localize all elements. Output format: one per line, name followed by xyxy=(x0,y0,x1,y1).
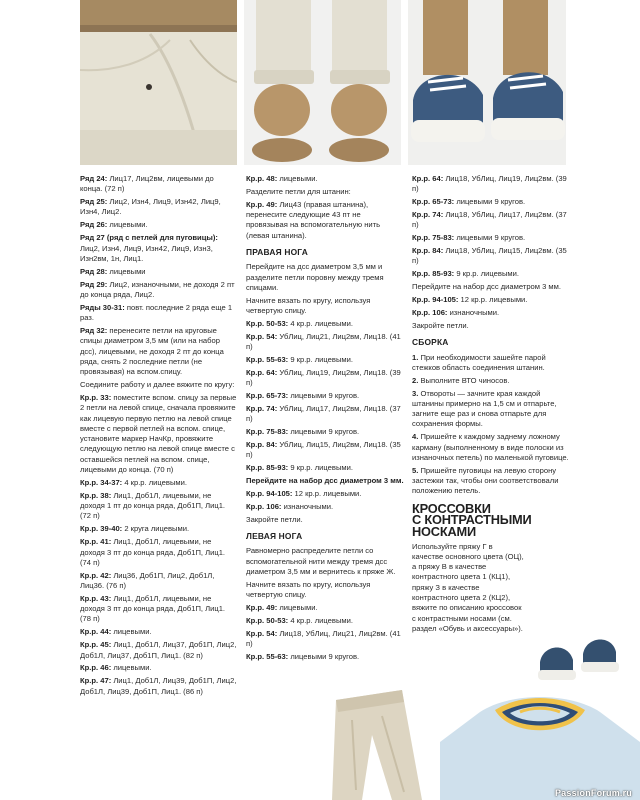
instruction-label: Ряд 24: xyxy=(80,174,108,183)
instruction-label: Кр.р. 50-53: xyxy=(246,318,289,328)
instruction-paragraph xyxy=(80,524,238,534)
instruction-paragraph xyxy=(246,355,404,365)
instruction-label: Ряд 28: xyxy=(80,266,108,276)
instruction-text: УбЛиц, Лиц15, Лиц2вм, Лиц18. (35 п) xyxy=(246,440,401,460)
instruction-text: лицевыми. xyxy=(107,220,148,230)
instruction-text: Лиц1, Доб1Л, лицевыми, не доходя 1 пт до конца ряда, Доб1П, Лиц1. (72 п) xyxy=(80,490,226,521)
instruction-label: Кр.р. 85-93: xyxy=(412,269,455,279)
instruction-text: Закройте петли. xyxy=(246,514,303,524)
instruction-text: Лиц2, Изн4, Лиц9, Изн42, Лиц9, Изн4, Лиц2. xyxy=(80,197,221,217)
instruction-paragraph xyxy=(246,476,404,486)
instruction-text: Перейдите на набор дсс диаметром 3 мм. xyxy=(412,282,561,292)
instruction-text: перенесите петли на круговые спицы диаметром 3,5 мм (или на набор дсс), лицевыми, не доходя 2 пт до конца ряда, снять 2 последние петли (не провязывая) на вспом.спицу. xyxy=(80,326,224,377)
instruction-label: Кр.р. 50-53: xyxy=(246,615,289,625)
instruction-label: Кр.р. 55-63: xyxy=(246,652,289,662)
instruction-label: Кр.р. 38: xyxy=(80,490,112,500)
instruction-paragraph xyxy=(246,463,404,473)
instruction-label: Кр.р. 39-40: xyxy=(80,524,123,534)
instruction-text: Лиц17, Лиц2вм, лицевыми до конца. (72 п) xyxy=(80,174,214,194)
instruction-label: 4. xyxy=(412,432,419,442)
instruction-paragraph xyxy=(80,326,238,377)
instruction-paragraph xyxy=(412,282,570,292)
instruction-paragraph xyxy=(412,246,570,267)
instruction-text: 2 круга лицевыми. xyxy=(122,524,190,534)
instruction-label: Кр.р. 46: xyxy=(80,663,112,673)
sneakers-title xyxy=(412,500,570,539)
instruction-paragraph xyxy=(246,200,404,241)
instruction-label: 5. xyxy=(412,465,419,475)
instruction-text: Лиц2, изнаночными, не доходя 2 пт до конца ряда, Лиц2. xyxy=(80,279,235,299)
instruction-label: Кр.р. 47: xyxy=(80,676,112,686)
right-leg-heading: ПРАВАЯ НОГА xyxy=(246,246,308,257)
instruction-label: Кр.р. 106: xyxy=(246,501,282,511)
instruction-label: Кр.р. 34-37: xyxy=(80,477,123,487)
instruction-paragraph xyxy=(80,627,238,637)
instruction-paragraph xyxy=(246,489,404,499)
instruction-label: Кр.р. 74: xyxy=(246,403,278,413)
instruction-text: Лиц1, Доб1Л, лицевыми, не доходя 3 пт до конца ряда, Доб1П, Лиц1. (74 п) xyxy=(80,537,226,567)
instruction-text: Лиц18, УбЛиц, Лиц17, Лиц2вм. (37 п) xyxy=(412,210,567,230)
sneakers-title-line: С КОНТРАСТНЫМИ xyxy=(412,512,532,528)
instruction-paragraph xyxy=(246,296,404,317)
photo-knitted-sweater xyxy=(440,682,640,800)
instruction-text: Пришейте к каждому заднему ложному карману (выполненному в виде полоски из изнаночных петель) по маленькой пуговице. xyxy=(412,432,569,462)
instruction-paragraph xyxy=(412,353,570,374)
instruction-label: Кр.р. 55-63: xyxy=(246,355,289,365)
instruction-paragraph xyxy=(80,303,238,324)
instruction-label: Кр.р. 44: xyxy=(80,627,112,637)
instruction-label: Кр.р. 48: xyxy=(246,174,278,183)
instruction-label: Кр.р. 75-83: xyxy=(412,233,455,243)
photo-sneakers xyxy=(408,0,566,165)
column-2 xyxy=(246,174,404,665)
column-2-intro xyxy=(246,174,404,241)
instruction-paragraph xyxy=(246,319,404,329)
sneakers-title-line: НОСКАМИ xyxy=(412,523,476,539)
instruction-paragraph xyxy=(246,427,404,437)
instruction-label: Кр.р. 64: xyxy=(412,174,444,183)
instruction-paragraph xyxy=(246,187,404,197)
left-leg-section xyxy=(246,546,404,662)
instruction-text: Отвороты — зачните края каждой штанины примерно на 1,5 см и отпарьте, загните еще раз и снова отпарьте для сохранения формы. xyxy=(412,388,557,429)
left-leg-heading: ЛЕВАЯ НОГА xyxy=(246,531,303,542)
instruction-paragraph xyxy=(80,280,238,301)
instruction-paragraph xyxy=(412,308,570,318)
instruction-text: 4 кр.р. лицевыми. xyxy=(288,615,353,625)
instruction-paragraph xyxy=(80,676,238,697)
instruction-text: Лиц18, УбЛиц, Лиц19, Лиц2вм. (39 п) xyxy=(412,174,567,194)
instruction-text: изнаночными. xyxy=(447,308,500,318)
sneakers-title-line: КРОССОВКИ xyxy=(412,500,491,516)
instruction-paragraph xyxy=(246,368,404,389)
instruction-paragraph xyxy=(412,376,570,386)
instruction-text: Равномерно распределите петли со вспомогательной нити между тремя дсс диаметром 3,5 мм и вернитесь к пряже Ж. xyxy=(246,546,396,576)
instruction-text: Лиц36, Доб1П, Лиц2, Доб1Л, Лиц36. (76 п) xyxy=(80,570,215,590)
instruction-paragraph xyxy=(80,393,238,475)
instruction-label: Кр.р. 84: xyxy=(246,440,278,450)
instruction-label: Кр.р. 65-73: xyxy=(412,197,455,207)
instruction-label: Ряд 25: xyxy=(80,197,108,207)
instruction-text: УбЛиц, Лиц21, Лиц2вм, Лиц18. (41 п) xyxy=(246,331,401,352)
instruction-paragraph xyxy=(80,267,238,277)
instruction-text: лицевыми. xyxy=(111,627,152,637)
instruction-paragraph xyxy=(412,321,570,331)
instruction-label: Кр.р. 84: xyxy=(412,246,444,256)
instruction-text: Начните вязать по кругу, используя четвертую спицу. xyxy=(246,579,371,600)
instruction-paragraph xyxy=(246,262,404,293)
instruction-paragraph xyxy=(246,404,404,425)
instruction-label: Кр.р. 94-105: xyxy=(412,295,459,305)
instruction-label: Кр.р. 33: xyxy=(80,392,112,402)
instruction-text: 4 кр.р. лицевыми. xyxy=(122,477,187,487)
instruction-text: изнаночными. xyxy=(281,501,334,511)
instruction-paragraph xyxy=(80,478,238,488)
instruction-text: Лиц18, УбЛиц, Лиц21, Лиц2вм. (41 п) xyxy=(246,628,401,649)
instruction-paragraph xyxy=(246,502,404,512)
column-3-rows xyxy=(412,174,570,331)
instruction-paragraph xyxy=(246,629,404,650)
instruction-label: Кр.р. 49: xyxy=(246,603,278,613)
instruction-paragraph xyxy=(246,515,404,525)
instruction-label: 2. xyxy=(412,375,419,385)
instruction-paragraph xyxy=(412,197,570,207)
instruction-text: УбЛиц, Лиц17, Лиц2вм, Лиц18. (37 п) xyxy=(246,403,401,424)
instruction-paragraph xyxy=(80,233,238,264)
sneakers-text: Используйте пряжу Г в качестве основного цвета (ОЦ), а пряжу В в качестве контрастного цвета 1 (КЦ1), пряжу З в качестве контрастного цвета 2 (КЦ2), вяжите по описанию кроссовок с контрастными носами (см. раздел «Обувь и аксессуары»). xyxy=(412,541,524,633)
instruction-label: Кр.р. 49: xyxy=(246,199,278,209)
instruction-text: лицевыми xyxy=(107,266,146,276)
instruction-paragraph xyxy=(80,594,238,625)
instruction-text: лицевыми. xyxy=(277,174,318,183)
instruction-text: 9 кр.р. лицевыми. xyxy=(288,463,353,473)
instruction-label: Ряд 26: xyxy=(80,220,108,230)
instruction-text: УбЛиц, Лиц19, Лиц2вм, Лиц18. (39 п) xyxy=(246,367,401,388)
instruction-paragraph xyxy=(246,652,404,662)
instruction-label: 3. xyxy=(412,388,419,398)
instruction-label: Кр.р. 85-93: xyxy=(246,463,289,473)
instruction-label: Кр.р. 54: xyxy=(246,628,278,638)
instruction-paragraph xyxy=(80,174,238,195)
instruction-text: Лиц1, Доб1Л, Лиц39, Доб1П, Лиц2, Доб1Л, Лиц39, Доб1П, Лиц1. (86 п) xyxy=(80,676,237,696)
instruction-label: Кр.р. 94-105: xyxy=(246,489,293,499)
column-3 xyxy=(412,174,570,637)
instruction-text: повт. последние 2 ряда еще 1 раз. xyxy=(80,302,233,323)
instruction-paragraph xyxy=(80,491,238,522)
instruction-text: Разделите петли для штанин: xyxy=(246,186,351,196)
instruction-paragraph xyxy=(412,210,570,231)
instruction-paragraph xyxy=(246,174,404,184)
instruction-label: Кр.р. 45: xyxy=(80,640,112,650)
instruction-label: Ряд 27 (ряд с петлей для пуговицы): xyxy=(80,233,218,243)
instruction-paragraph xyxy=(412,466,570,497)
instruction-paragraph xyxy=(80,197,238,218)
instruction-label: Кр.р. 41: xyxy=(80,537,112,547)
instruction-paragraph xyxy=(80,663,238,673)
instruction-text: лицевыми. xyxy=(277,603,318,613)
instruction-text: 9 кр.р. лицевыми. xyxy=(454,269,519,279)
instruction-text: Перейдите на дсс диаметром 3,5 мм и разделите петли поровну между тремя спицами. xyxy=(246,262,384,292)
instruction-text: Соедините работу и далее вяжите по кругу: xyxy=(80,380,235,390)
instruction-text: лицевыми 9 кругов. xyxy=(288,652,360,662)
instruction-paragraph xyxy=(80,380,238,390)
instruction-label: Ряды 30-31: xyxy=(80,302,125,312)
instruction-label: 1. xyxy=(412,352,419,362)
instruction-text: Начните вязать по кругу, используя четвертую спицу. xyxy=(246,295,371,316)
instruction-paragraph xyxy=(412,233,570,243)
instruction-text: лицевыми. xyxy=(111,663,152,673)
instruction-text: Лиц1, Доб1Л, Лиц37, Доб1П, Лиц2, Доб1Л, Лиц37, Доб1П, Лиц1. (82 п) xyxy=(80,640,237,660)
instruction-paragraph xyxy=(246,332,404,353)
instruction-text: лицевыми 9 кругов. xyxy=(454,233,526,243)
instruction-paragraph xyxy=(246,603,404,613)
instruction-text: лицевыми 9 кругов. xyxy=(288,427,360,437)
instruction-text: Лиц2, Изн4, Лиц9, Изн42, Лиц9, Изн3, Изн2вм, 1н, Лиц1. xyxy=(80,243,213,263)
instruction-paragraph xyxy=(412,174,570,195)
instruction-text: Пришейте пуговицы на левую сторону застежки так, чтобы они соответствовали положению петель. xyxy=(412,465,559,496)
column-1 xyxy=(80,174,238,700)
instruction-paragraph xyxy=(412,295,570,305)
instruction-text: Лиц43 (правая штанина), перенесите следующие 43 пт не провязывая на вспомогательную нить (левая штанина). xyxy=(246,199,381,240)
instruction-paragraph xyxy=(246,546,404,577)
instruction-label: Кр.р. 54: xyxy=(246,331,278,341)
instruction-text: Выполните ВТО чиносов. xyxy=(418,375,510,385)
instruction-text: 12 кр.р. лицевыми. xyxy=(292,489,362,499)
right-leg-section xyxy=(246,262,404,525)
instruction-text: 9 кр.р. лицевыми. xyxy=(288,355,353,365)
instruction-label: Ряд 32: xyxy=(80,326,108,336)
instruction-label: Кр.р. 65-73: xyxy=(246,391,289,401)
instruction-paragraph xyxy=(412,389,570,430)
instruction-paragraph xyxy=(246,440,404,461)
instruction-text: Лиц1, Доб1Л, лицевыми, не доходя 3 пт до конца ряда, Доб1П, Лиц1. (78 п) xyxy=(80,593,226,624)
instruction-label: Кр.р. 43: xyxy=(80,593,112,603)
instruction-label: Кр.р. 64: xyxy=(246,367,278,377)
instruction-paragraph xyxy=(412,269,570,279)
instruction-label: Кр.р. 106: xyxy=(412,308,448,318)
instruction-paragraph xyxy=(80,571,238,592)
instruction-text: поместите вспом. спицу за первые 2 петли на левой спице, сначала провяжите как лицевую первую петлю на левой спице вместе с первой петлей на вспом. спице, установите маркер НачКр, провяжите следующую петлю на левой спице вместе с оставшейся петлей на вспом. спице, лицевыми до конца. (70 п) xyxy=(80,392,237,475)
instruction-label: Кр.р. 75-83: xyxy=(246,427,289,437)
instruction-label: Кр.р. 42: xyxy=(80,570,112,580)
instruction-paragraph xyxy=(246,391,404,401)
assembly-heading: СБОРКА xyxy=(412,337,449,348)
watermark: PassionForum.ru xyxy=(554,788,632,798)
instruction-paragraph xyxy=(412,432,570,463)
photo-knitted-trousers xyxy=(322,680,440,800)
instruction-text: 12 кр.р. лицевыми. xyxy=(458,295,528,305)
instruction-text: Лиц18, УбЛиц, Лиц15, Лиц2вм. (35 п) xyxy=(412,246,567,266)
instruction-label: Кр.р. 74: xyxy=(412,210,444,220)
instruction-label: Перейдите на набор дсс диаметром 3 мм. xyxy=(246,476,404,486)
assembly-steps xyxy=(412,353,570,497)
photo-trousers-cuffs-feet xyxy=(244,0,401,165)
instruction-text: Закройте петли. xyxy=(412,320,469,330)
instruction-text: лицевыми 9 кругов. xyxy=(288,391,360,401)
instruction-text: При необходимости зашейте парой стежков область соединения штанин. xyxy=(412,352,546,372)
instruction-label: Ряд 29: xyxy=(80,279,108,289)
instruction-paragraph xyxy=(80,640,238,661)
instruction-paragraph xyxy=(246,616,404,626)
instruction-paragraph xyxy=(80,220,238,230)
instruction-text: лицевыми 9 кругов. xyxy=(454,197,526,207)
instruction-paragraph xyxy=(246,580,404,601)
photo-trousers-pocket xyxy=(80,0,237,165)
instruction-text: 4 кр.р. лицевыми. xyxy=(288,318,353,328)
instruction-paragraph xyxy=(80,537,238,568)
